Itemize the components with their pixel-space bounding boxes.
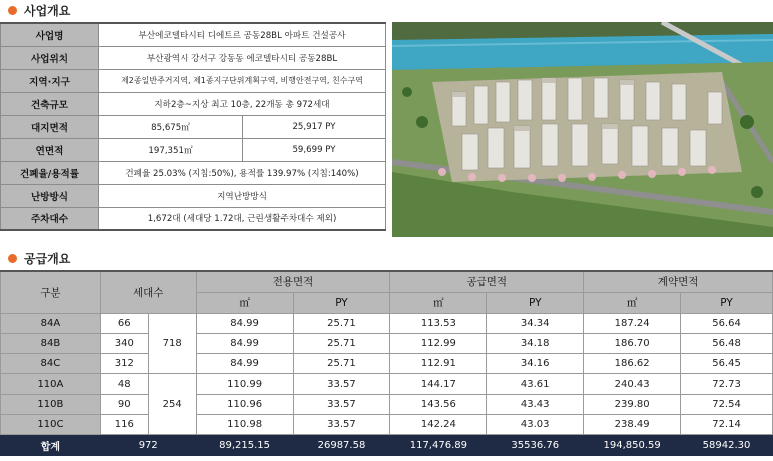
cell-contract-m2: 186.62 (584, 354, 681, 374)
row-value: 부산광역시 강서구 강동동 에코델타시티 공동28BL (99, 46, 386, 69)
cell-group-total-84: 718 (148, 313, 196, 374)
total-exclusive-py: 26987.58 (293, 435, 390, 456)
cell-contract-m2: 240.43 (584, 374, 681, 394)
header-py: PY (681, 292, 773, 313)
row-value: 지역난방방식 (99, 184, 386, 207)
header-py: PY (293, 292, 390, 313)
header-m2: ㎡ (390, 292, 487, 313)
overview-row (1, 92, 386, 115)
header-supply-area: 공급면적 (390, 271, 584, 292)
header-m2: ㎡ (196, 292, 293, 313)
row-label: 난방방식 (1, 184, 99, 207)
row-label: 주차대수 (1, 207, 99, 230)
row-value: 지하2층~지상 최고 10층, 22개동 총 972세대 (99, 92, 386, 115)
row-value-m2: 85,675㎡ (99, 115, 243, 138)
aerial-rendering (392, 22, 773, 237)
header-type: 구분 (1, 271, 101, 313)
cell-exclusive-m2: 84.99 (196, 313, 293, 333)
row-value: 건폐율 25.03% (지침:50%), 용적률 139.97% (지침:140%) (99, 161, 386, 184)
row-value: 부산에코델타시티 디에트르 공동28BL 아파트 건설공사 (99, 23, 386, 46)
table-row (1, 313, 773, 333)
total-row (1, 435, 773, 456)
aerial-view-image (392, 22, 773, 237)
row-value-py: 59,699 PY (243, 138, 386, 161)
total-contract-m2: 194,850.59 (584, 435, 681, 456)
row-label: 사업위치 (1, 46, 99, 69)
header-m2: ㎡ (584, 292, 681, 313)
header-units: 세대수 (100, 271, 196, 313)
cell-contract-py: 72.73 (681, 374, 773, 394)
cell-group-total-110: 254 (148, 374, 196, 435)
cell-exclusive-py: 33.57 (293, 414, 390, 434)
cell-supply-m2: 112.91 (390, 354, 487, 374)
overview-row (1, 115, 386, 138)
total-units: 972 (100, 435, 196, 456)
cell-exclusive-m2: 110.98 (196, 414, 293, 434)
cell-exclusive-m2: 84.99 (196, 354, 293, 374)
supply-table (0, 270, 773, 456)
cell-supply-m2: 144.17 (390, 374, 487, 394)
cell-units: 340 (100, 333, 148, 353)
cell-exclusive-py: 33.57 (293, 374, 390, 394)
total-supply-m2: 117,476.89 (390, 435, 487, 456)
cell-exclusive-py: 25.71 (293, 313, 390, 333)
cell-type: 110C (1, 414, 101, 434)
row-label: 건축규모 (1, 92, 99, 115)
table-row (1, 394, 773, 414)
bullet-icon (8, 6, 17, 15)
cell-supply-py: 34.34 (487, 313, 584, 333)
cell-type: 110A (1, 374, 101, 394)
overview-row (1, 46, 386, 69)
row-label: 사업명 (1, 23, 99, 46)
cell-supply-m2: 142.24 (390, 414, 487, 434)
cell-exclusive-m2: 110.99 (196, 374, 293, 394)
total-contract-py: 58942.30 (681, 435, 773, 456)
cell-exclusive-m2: 84.99 (196, 333, 293, 353)
overview-title: 사업개요 (24, 4, 71, 18)
cell-type: 84C (1, 354, 101, 374)
overview-row (1, 23, 386, 46)
cell-contract-m2: 238.49 (584, 414, 681, 434)
cell-contract-py: 56.48 (681, 333, 773, 353)
cell-contract-py: 72.14 (681, 414, 773, 434)
row-value-py: 25,917 PY (243, 115, 386, 138)
header-py: PY (487, 292, 584, 313)
row-label: 건폐율/용적률 (1, 161, 99, 184)
overview-row (1, 138, 386, 161)
cell-units: 48 (100, 374, 148, 394)
section-title-supply (8, 250, 70, 267)
row-value: 제2종일반주거지역, 제1종지구단위계획구역, 비행안전구역, 친수구역 (99, 69, 386, 92)
table-row (1, 354, 773, 374)
cell-supply-m2: 113.53 (390, 313, 487, 333)
table-row (1, 333, 773, 353)
row-label: 대지면적 (1, 115, 99, 138)
cell-supply-py: 43.43 (487, 394, 584, 414)
cell-type: 84A (1, 313, 101, 333)
cell-exclusive-py: 25.71 (293, 354, 390, 374)
overview-row (1, 207, 386, 230)
cell-contract-py: 56.45 (681, 354, 773, 374)
row-value: 1,672대 (세대당 1.72대, 근린생활주차대수 제외) (99, 207, 386, 230)
row-value-m2: 197,351㎡ (99, 138, 243, 161)
cell-supply-py: 34.18 (487, 333, 584, 353)
cell-units: 90 (100, 394, 148, 414)
bullet-icon (8, 254, 17, 263)
cell-supply-m2: 112.99 (390, 333, 487, 353)
cell-contract-m2: 187.24 (584, 313, 681, 333)
cell-supply-py: 43.03 (487, 414, 584, 434)
cell-contract-py: 56.64 (681, 313, 773, 333)
total-supply-py: 35536.76 (487, 435, 584, 456)
table-row (1, 414, 773, 434)
header-exclusive-area: 전용면적 (196, 271, 390, 292)
cell-contract-m2: 186.70 (584, 333, 681, 353)
cell-supply-m2: 143.56 (390, 394, 487, 414)
cell-type: 84B (1, 333, 101, 353)
cell-exclusive-py: 33.57 (293, 394, 390, 414)
cell-contract-py: 72.54 (681, 394, 773, 414)
cell-contract-m2: 239.80 (584, 394, 681, 414)
total-label: 합계 (1, 435, 101, 456)
cell-exclusive-py: 25.71 (293, 333, 390, 353)
row-label: 연면적 (1, 138, 99, 161)
cell-supply-py: 34.16 (487, 354, 584, 374)
cell-exclusive-m2: 110.96 (196, 394, 293, 414)
cell-type: 110B (1, 394, 101, 414)
cell-supply-py: 43.61 (487, 374, 584, 394)
overview-table (0, 22, 386, 231)
overview-row (1, 69, 386, 92)
row-label: 지역·지구 (1, 69, 99, 92)
header-contract-area: 계약면적 (584, 271, 773, 292)
cell-units: 312 (100, 354, 148, 374)
table-row (1, 374, 773, 394)
section-title-overview (8, 2, 70, 19)
total-exclusive-m2: 89,215.15 (196, 435, 293, 456)
cell-units: 116 (100, 414, 148, 434)
overview-row (1, 161, 386, 184)
supply-title: 공급개요 (24, 252, 71, 266)
cell-units: 66 (100, 313, 148, 333)
overview-row (1, 184, 386, 207)
